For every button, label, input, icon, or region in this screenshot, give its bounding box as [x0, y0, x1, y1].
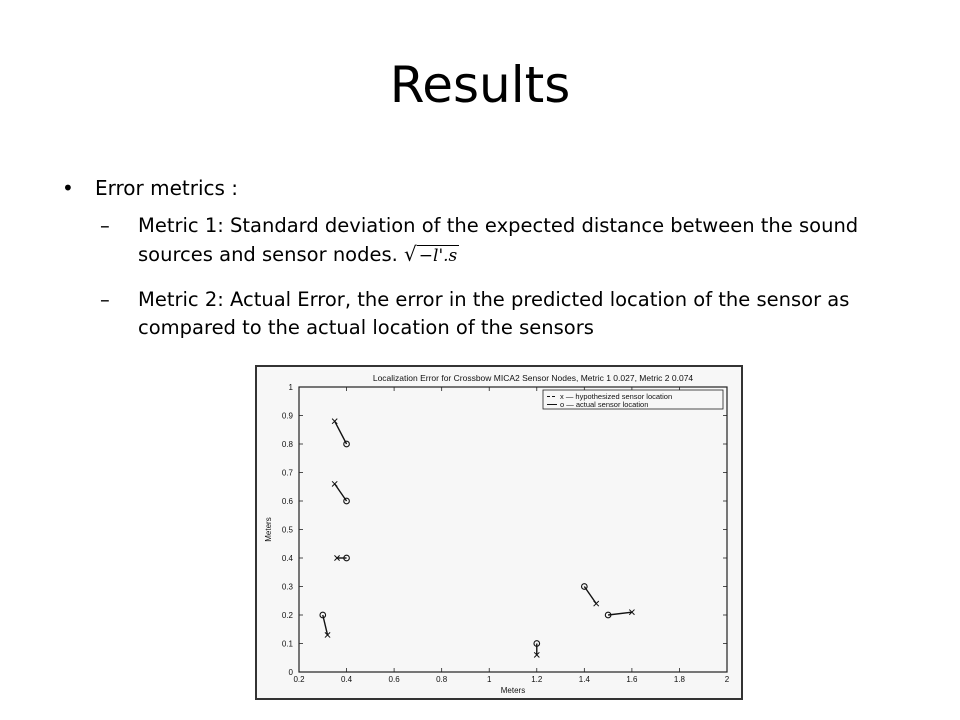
scatter-chart	[257, 367, 741, 698]
y-tick-label: 0.5	[281, 525, 293, 535]
bullet-list	[62, 172, 922, 342]
x-tick-label: 1.6	[626, 675, 638, 684]
x-tick-label: 1.4	[578, 675, 590, 684]
y-tick-label: 0.1	[281, 639, 293, 649]
y-tick-label: 0.8	[281, 440, 293, 449]
x-tick-label: 0.2	[293, 675, 305, 684]
sqrt-formula: √ −l'.s	[404, 242, 458, 266]
bullet-glyph: •	[62, 176, 74, 200]
y-tick-label: 0	[288, 668, 293, 677]
legend-entry-actual: o — actual sensor location	[560, 400, 649, 409]
bullet-error-metrics	[62, 172, 922, 204]
metric-1-text: Metric 1: Standard deviation of the expected distance between the sound sources and sensor nodes.	[138, 214, 859, 266]
y-tick-label: 1	[288, 383, 293, 392]
x-tick-label: 1.2	[531, 675, 543, 684]
y-tick-label: 0.6	[281, 497, 293, 506]
sub-bullet-metric-2	[62, 286, 922, 342]
metric-2-text: Metric 2: Actual Error, the error in the predicted location of the sensor as compared to the actual location of the sensors	[138, 288, 850, 339]
y-tick-label: 0.4	[281, 554, 293, 563]
y-tick-label: 0.2	[281, 611, 293, 620]
y-axis-label: Meters	[264, 517, 273, 542]
x-tick-label: 2	[724, 675, 730, 684]
chart-title: Localization Error for Crossbow MICA2 Sensor Nodes, Metric 1 0.027, Metric 2 0.074	[372, 373, 694, 383]
legend-entry-hypothesized: x — hypothesized sensor location	[560, 392, 673, 401]
bullet-text: Error metrics :	[95, 176, 239, 200]
x-axis-label: Meters	[500, 686, 526, 695]
dash-glyph: –	[100, 288, 110, 311]
slide-title: Results	[389, 56, 571, 114]
sub-bullet-metric-1	[62, 212, 922, 270]
legend	[543, 390, 723, 409]
x-tick-label: 1	[486, 675, 492, 684]
y-tick-label: 0.9	[281, 411, 293, 421]
x-tick-label: 0.8	[436, 675, 448, 684]
y-tick-label: 0.3	[281, 582, 293, 592]
chart-figure	[255, 365, 743, 700]
x-tick-label: 0.4	[340, 675, 353, 684]
x-tick-label: 0.6	[388, 675, 400, 684]
y-tick-label: 0.7	[281, 468, 293, 478]
x-tick-label: 1.8	[673, 675, 686, 684]
dash-glyph: –	[100, 214, 110, 237]
formula-text: −l'.s	[418, 246, 458, 266]
